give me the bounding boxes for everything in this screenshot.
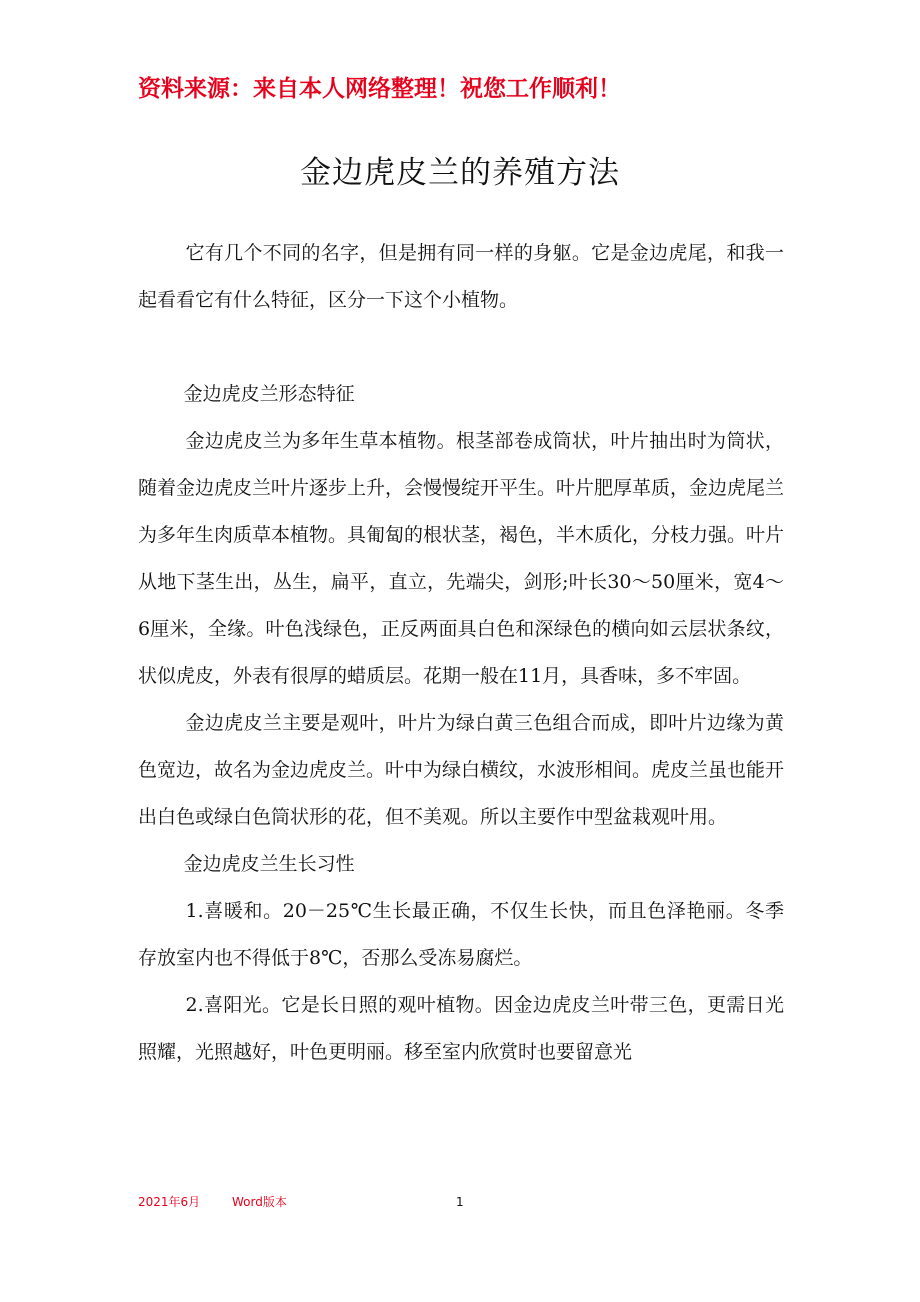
section-heading-habits: 金边虎皮兰生长习性 bbox=[183, 853, 355, 875]
document-body bbox=[138, 230, 784, 1076]
source-note: 资料来源：来自本人网络整理！祝您工作顺利！ bbox=[138, 76, 621, 102]
footer-version: Word版本 bbox=[232, 1195, 287, 1209]
intro-paragraph: 它有几个不同的名字，但是拥有同一样的身躯。它是金边虎尾，和我一起看看它有什么特征，区分一下这个小植物。 bbox=[138, 242, 784, 311]
footer-date: 2021年6月 bbox=[138, 1195, 201, 1209]
habit-item-1: 1.喜暖和。20－25℃生长最正确，不仅生长快，而且色泽艳丽。冬季存放室内也不得低于8℃，否那么受冻易腐烂。 bbox=[138, 900, 784, 969]
morphology-paragraph-1: 金边虎皮兰为多年生草本植物。根茎部卷成筒状，叶片抽出时为筒状，随着金边虎皮兰叶片逐步上升，会慢慢绽开平生。叶片肥厚革质，金边虎尾兰为多年生肉质草本植物。具匍匐的根状茎，褐色，半木质化，分枝力强。叶片从地下茎生出，丛生，扁平，直立，先端尖，剑形;叶长30～50厘米，宽4～6厘米，全缘。叶色浅绿色，正反两面具白色和深绿色的横向如云层状条纹，状似虎皮，外表有很厚的蜡质层。花期一般在11月，具香味，多不牢固。 bbox=[138, 430, 785, 687]
paragraph-spacer bbox=[138, 324, 784, 371]
document-title: 金边虎皮兰的养殖方法 bbox=[300, 155, 620, 191]
page-number: 1 bbox=[456, 1195, 464, 1209]
section-heading-morphology: 金边虎皮兰形态特征 bbox=[183, 383, 355, 405]
morphology-paragraph-2: 金边虎皮兰主要是观叶，叶片为绿白黄三色组合而成，即叶片边缘为黄色宽边，故名为金边虎皮兰。叶中为绿白横纹，水波形相间。虎皮兰虽也能开出白色或绿白色筒状形的花，但不美观。所以主要作中型盆栽观叶用。 bbox=[138, 712, 785, 828]
habit-item-2: 2.喜阳光。它是长日照的观叶植物。因金边虎皮兰叶带三色，更需日光照耀，光照越好，叶色更明丽。移至室内欣赏时也要留意光 bbox=[138, 994, 784, 1063]
